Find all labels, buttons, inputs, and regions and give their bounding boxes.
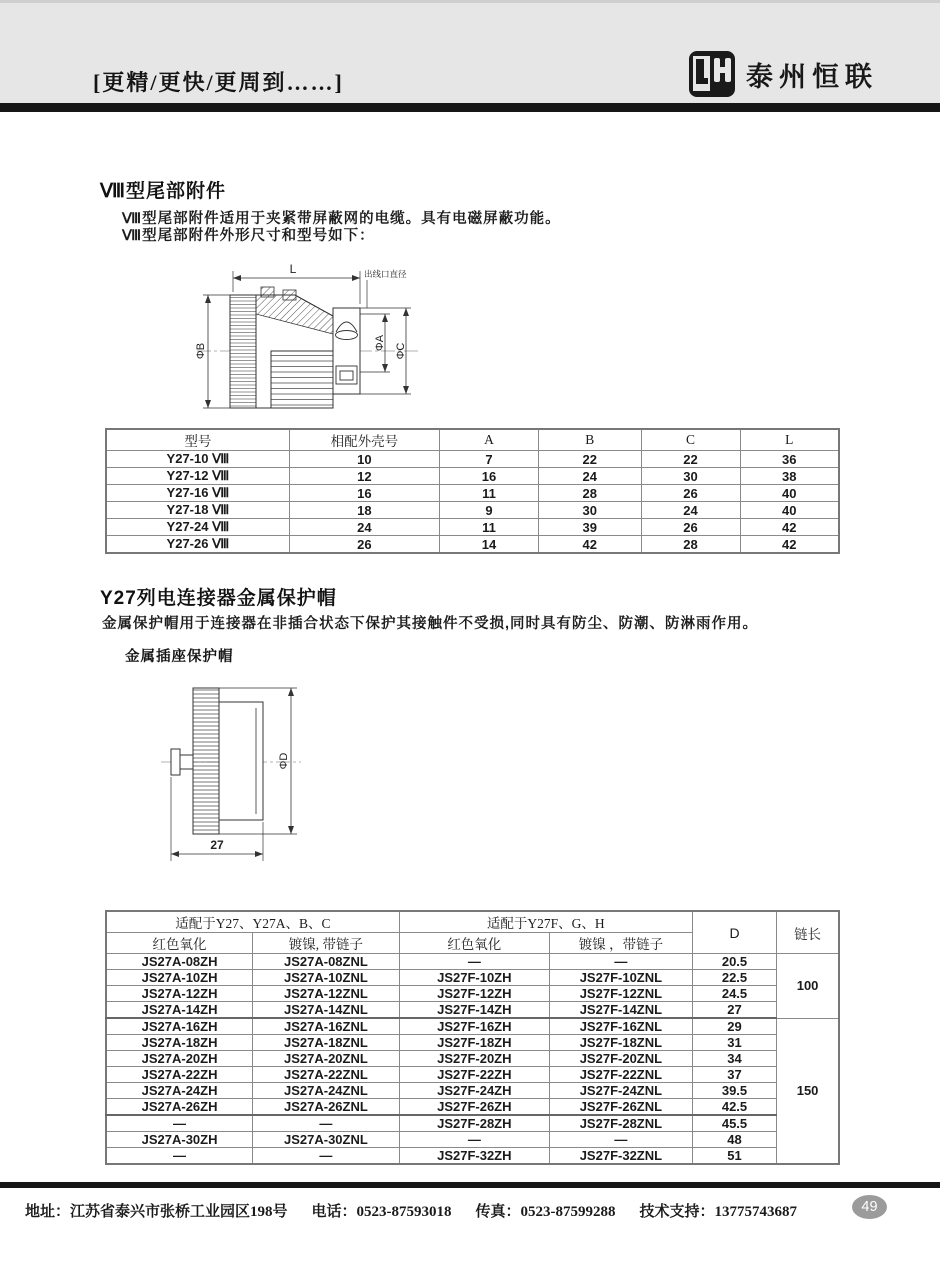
logo-lh-icon (688, 50, 736, 98)
footer-phone: 电话：0523-87593018 (311, 1204, 452, 1220)
table-cell: — (106, 1148, 253, 1165)
table-cell: 7 (440, 451, 539, 468)
table-cell: 48 (692, 1132, 776, 1148)
table-cell: — (549, 954, 692, 970)
table-cell: JS27F-32ZH (399, 1148, 549, 1165)
table-cell: JS27F-28ZH (399, 1115, 549, 1132)
table-cell: JS27F-28ZNL (549, 1115, 692, 1132)
dim-l-label: L (289, 262, 297, 276)
table-cell: — (399, 1132, 549, 1148)
table-cell: JS27A-22ZH (106, 1067, 253, 1083)
table-cell: JS27A-12ZH (106, 986, 253, 1002)
col-header-a: A (440, 429, 539, 451)
table-cell: JS27F-18ZH (399, 1035, 549, 1051)
dim-27-label: 27 (210, 838, 224, 852)
table-cell: Y27-24 Ⅷ (106, 519, 289, 536)
table-cell: Y27-12 Ⅷ (106, 468, 289, 485)
table-cell: JS27F-16ZH (399, 1018, 549, 1035)
table-cell: 45.5 (692, 1115, 776, 1132)
table-cell: JS27A-08ZH (106, 954, 253, 970)
table-cell: JS27A-22ZNL (253, 1067, 400, 1083)
table-group-header-row (106, 911, 839, 933)
table-cell: JS27F-20ZH (399, 1051, 549, 1067)
table-cell: JS27F-18ZNL (549, 1035, 692, 1051)
table-cell: JS27F-32ZNL (549, 1148, 692, 1165)
table-cell: 26 (641, 519, 740, 536)
table-cell: JS27A-26ZH (106, 1099, 253, 1116)
table-row (106, 1002, 839, 1019)
table-row (106, 468, 839, 485)
subheader-red-oxide-f: 红色氧化 (399, 933, 549, 954)
subheader-nickel-chain-f: 镀镍 ，带链子 (549, 933, 692, 954)
table-cell: 38 (740, 468, 839, 485)
table-cell: JS27A-24ZNL (253, 1083, 400, 1099)
table-cell: 24.5 (692, 986, 776, 1002)
table-row (106, 1083, 839, 1099)
table-cell: 30 (641, 468, 740, 485)
table-cell: JS27F-10ZNL (549, 970, 692, 986)
table-cell: 20.5 (692, 954, 776, 970)
table-cell: JS27F-12ZNL (549, 986, 692, 1002)
tail-accessory-table (105, 428, 840, 554)
table-cell: 12 (289, 468, 439, 485)
footer-divider-bar (0, 1182, 940, 1188)
table-cell: — (253, 1148, 400, 1165)
table-cell: JS27A-26ZNL (253, 1099, 400, 1116)
table-header-row (106, 429, 839, 451)
table-row (106, 1099, 839, 1116)
footer-support: 技术支持：13775743687 (639, 1204, 798, 1220)
table-cell: JS27A-10ZNL (253, 970, 400, 986)
table-row (106, 1035, 839, 1051)
table-cell: Y27-16 Ⅷ (106, 485, 289, 502)
table-cell: Y27-26 Ⅷ (106, 536, 289, 554)
dim-phi-c-label: ΦC (395, 342, 407, 360)
table-row (106, 1067, 839, 1083)
table-cell: JS27F-14ZH (399, 1002, 549, 1019)
table-cell: 34 (692, 1051, 776, 1067)
table-row (106, 1132, 839, 1148)
table-cell: 29 (692, 1018, 776, 1035)
section2-title: Y27列电连接器金属保护帽 (100, 588, 337, 609)
table-cell: JS27F-24ZH (399, 1083, 549, 1099)
table-cell: 28 (538, 485, 641, 502)
section2-desc: 金属保护帽用于连接器在非插合状态下保护其接触件不受损,同时具有防尘、防潮、防淋雨作用。 (102, 616, 759, 632)
subheader-nickel-chain-a: 镀镍, 带链子 (253, 933, 400, 954)
dim-phi-a-label: ΦA (374, 334, 386, 352)
table-row (106, 986, 839, 1002)
footer-contact-row (25, 1200, 797, 1221)
table-cell: JS27A-16ZNL (253, 1018, 400, 1035)
table-cell: 16 (440, 468, 539, 485)
protective-cap-table (105, 910, 840, 1165)
table-row (106, 1051, 839, 1067)
header-slogan: [更精/更快/更周到……] (93, 70, 344, 95)
table-cell: JS27A-20ZH (106, 1051, 253, 1067)
col-header-c: C (641, 429, 740, 451)
table-cell: JS27F-22ZNL (549, 1067, 692, 1083)
table-cell: 10 (289, 451, 439, 468)
table-row (106, 485, 839, 502)
section1-desc-line1: Ⅷ型尾部附件适用于夹紧带屏蔽网的电缆。具有电磁屏蔽功能。 (122, 211, 561, 227)
section1-title: Ⅷ型尾部附件 (100, 181, 227, 202)
table-cell: 22 (538, 451, 641, 468)
table-cell: 14 (440, 536, 539, 554)
col-header-chain-length: 链长 (777, 911, 839, 954)
table-cell: 26 (289, 536, 439, 554)
table-cell: 9 (440, 502, 539, 519)
table-cell: Y27-18 Ⅷ (106, 502, 289, 519)
table-cell: 40 (740, 485, 839, 502)
table-cell: — (106, 1115, 253, 1132)
table-cell: 11 (440, 485, 539, 502)
table-cell: 18 (289, 502, 439, 519)
header-divider-bar (0, 103, 940, 112)
table-cell: JS27F-24ZNL (549, 1083, 692, 1099)
table-cell: 22.5 (692, 970, 776, 986)
table-cell: JS27A-24ZH (106, 1083, 253, 1099)
table-row (106, 954, 839, 970)
table-cell: JS27A-30ZH (106, 1132, 253, 1148)
table-cell: 28 (641, 536, 740, 554)
company-logo (688, 50, 878, 98)
table-cell: 40 (740, 502, 839, 519)
table-cell: — (549, 1132, 692, 1148)
table-cell: JS27A-08ZNL (253, 954, 400, 970)
table-cell: 42 (538, 536, 641, 554)
table-cell: JS27F-16ZNL (549, 1018, 692, 1035)
table-cell: 11 (440, 519, 539, 536)
group-header-y27abc: 适配于Y27、Y27A、B、C (106, 911, 399, 933)
figure2-caption: 金属插座保护帽 (125, 649, 234, 665)
table-row (106, 970, 839, 986)
table-cell: JS27F-20ZNL (549, 1051, 692, 1067)
table-cell: JS27A-16ZH (106, 1018, 253, 1035)
table-row (106, 1148, 839, 1165)
table-cell: JS27F-26ZH (399, 1099, 549, 1116)
table-cell: 26 (641, 485, 740, 502)
col-header-d: D (692, 911, 776, 954)
table-cell: JS27A-20ZNL (253, 1051, 400, 1067)
table-cell: 22 (641, 451, 740, 468)
table-cell: — (399, 954, 549, 970)
table-row (106, 519, 839, 536)
table-row (106, 502, 839, 519)
table-cell: 42.5 (692, 1099, 776, 1116)
table-cell: Y27-10 Ⅷ (106, 451, 289, 468)
subheader-red-oxide-a: 红色氧化 (106, 933, 253, 954)
table-cell: JS27A-18ZNL (253, 1035, 400, 1051)
table-row (106, 536, 839, 554)
table-cell: JS27F-14ZNL (549, 1002, 692, 1019)
table-cell: 31 (692, 1035, 776, 1051)
table-cell: 42 (740, 519, 839, 536)
table-cell: JS27F-10ZH (399, 970, 549, 986)
table-cell: 24 (289, 519, 439, 536)
page-number-badge: 49 (852, 1195, 887, 1219)
table-cell: JS27F-22ZH (399, 1067, 549, 1083)
table-cell: JS27A-14ZH (106, 1002, 253, 1019)
col-header-b: B (538, 429, 641, 451)
table-cell: JS27A-30ZNL (253, 1132, 400, 1148)
col-header-l: L (740, 429, 839, 451)
table-cell: 42 (740, 536, 839, 554)
table-cell: 37 (692, 1067, 776, 1083)
table-cell: JS27F-26ZNL (549, 1099, 692, 1116)
table-cell: — (253, 1115, 400, 1132)
table-cell: JS27A-18ZH (106, 1035, 253, 1051)
table-cell: 24 (538, 468, 641, 485)
table-cell: 51 (692, 1148, 776, 1165)
table-cell: JS27A-10ZH (106, 970, 253, 986)
table-cell: JS27F-12ZH (399, 986, 549, 1002)
col-header-shell: 相配外壳号 (289, 429, 439, 451)
table-cell: 39 (538, 519, 641, 536)
tail-accessory-figure (183, 254, 463, 425)
table-row (106, 1018, 839, 1035)
table-cell: 24 (641, 502, 740, 519)
section1-desc-line2: Ⅷ型尾部附件外形尺寸和型号如下： (122, 228, 375, 244)
table-row (106, 451, 839, 468)
footer-address: 地址：江苏省泰兴市张桥工业园区198号 (25, 1204, 288, 1220)
table-cell: 16 (289, 485, 439, 502)
footer-fax: 传真：0523-87599288 (475, 1204, 616, 1220)
protective-cap-figure (155, 680, 405, 875)
table-cell: 30 (538, 502, 641, 519)
logo-company-name: 泰州恒联 (746, 61, 878, 92)
chain-length-cell: 150 (777, 1018, 839, 1164)
table-row (106, 1115, 839, 1132)
group-header-y27fgh: 适配于Y27F、G、H (399, 911, 692, 933)
col-header-model: 型号 (106, 429, 289, 451)
table-cell: JS27A-12ZNL (253, 986, 400, 1002)
dim-phi-b-label: ΦB (195, 342, 207, 360)
table-cell: 39.5 (692, 1083, 776, 1099)
table-cell: 36 (740, 451, 839, 468)
dim-phi-d-label: ΦD (278, 752, 290, 770)
table-cell: JS27A-14ZNL (253, 1002, 400, 1019)
chain-length-cell: 100 (777, 954, 839, 1019)
table-cell: 27 (692, 1002, 776, 1019)
outlet-diameter-label: 出线口直径 (364, 269, 407, 279)
